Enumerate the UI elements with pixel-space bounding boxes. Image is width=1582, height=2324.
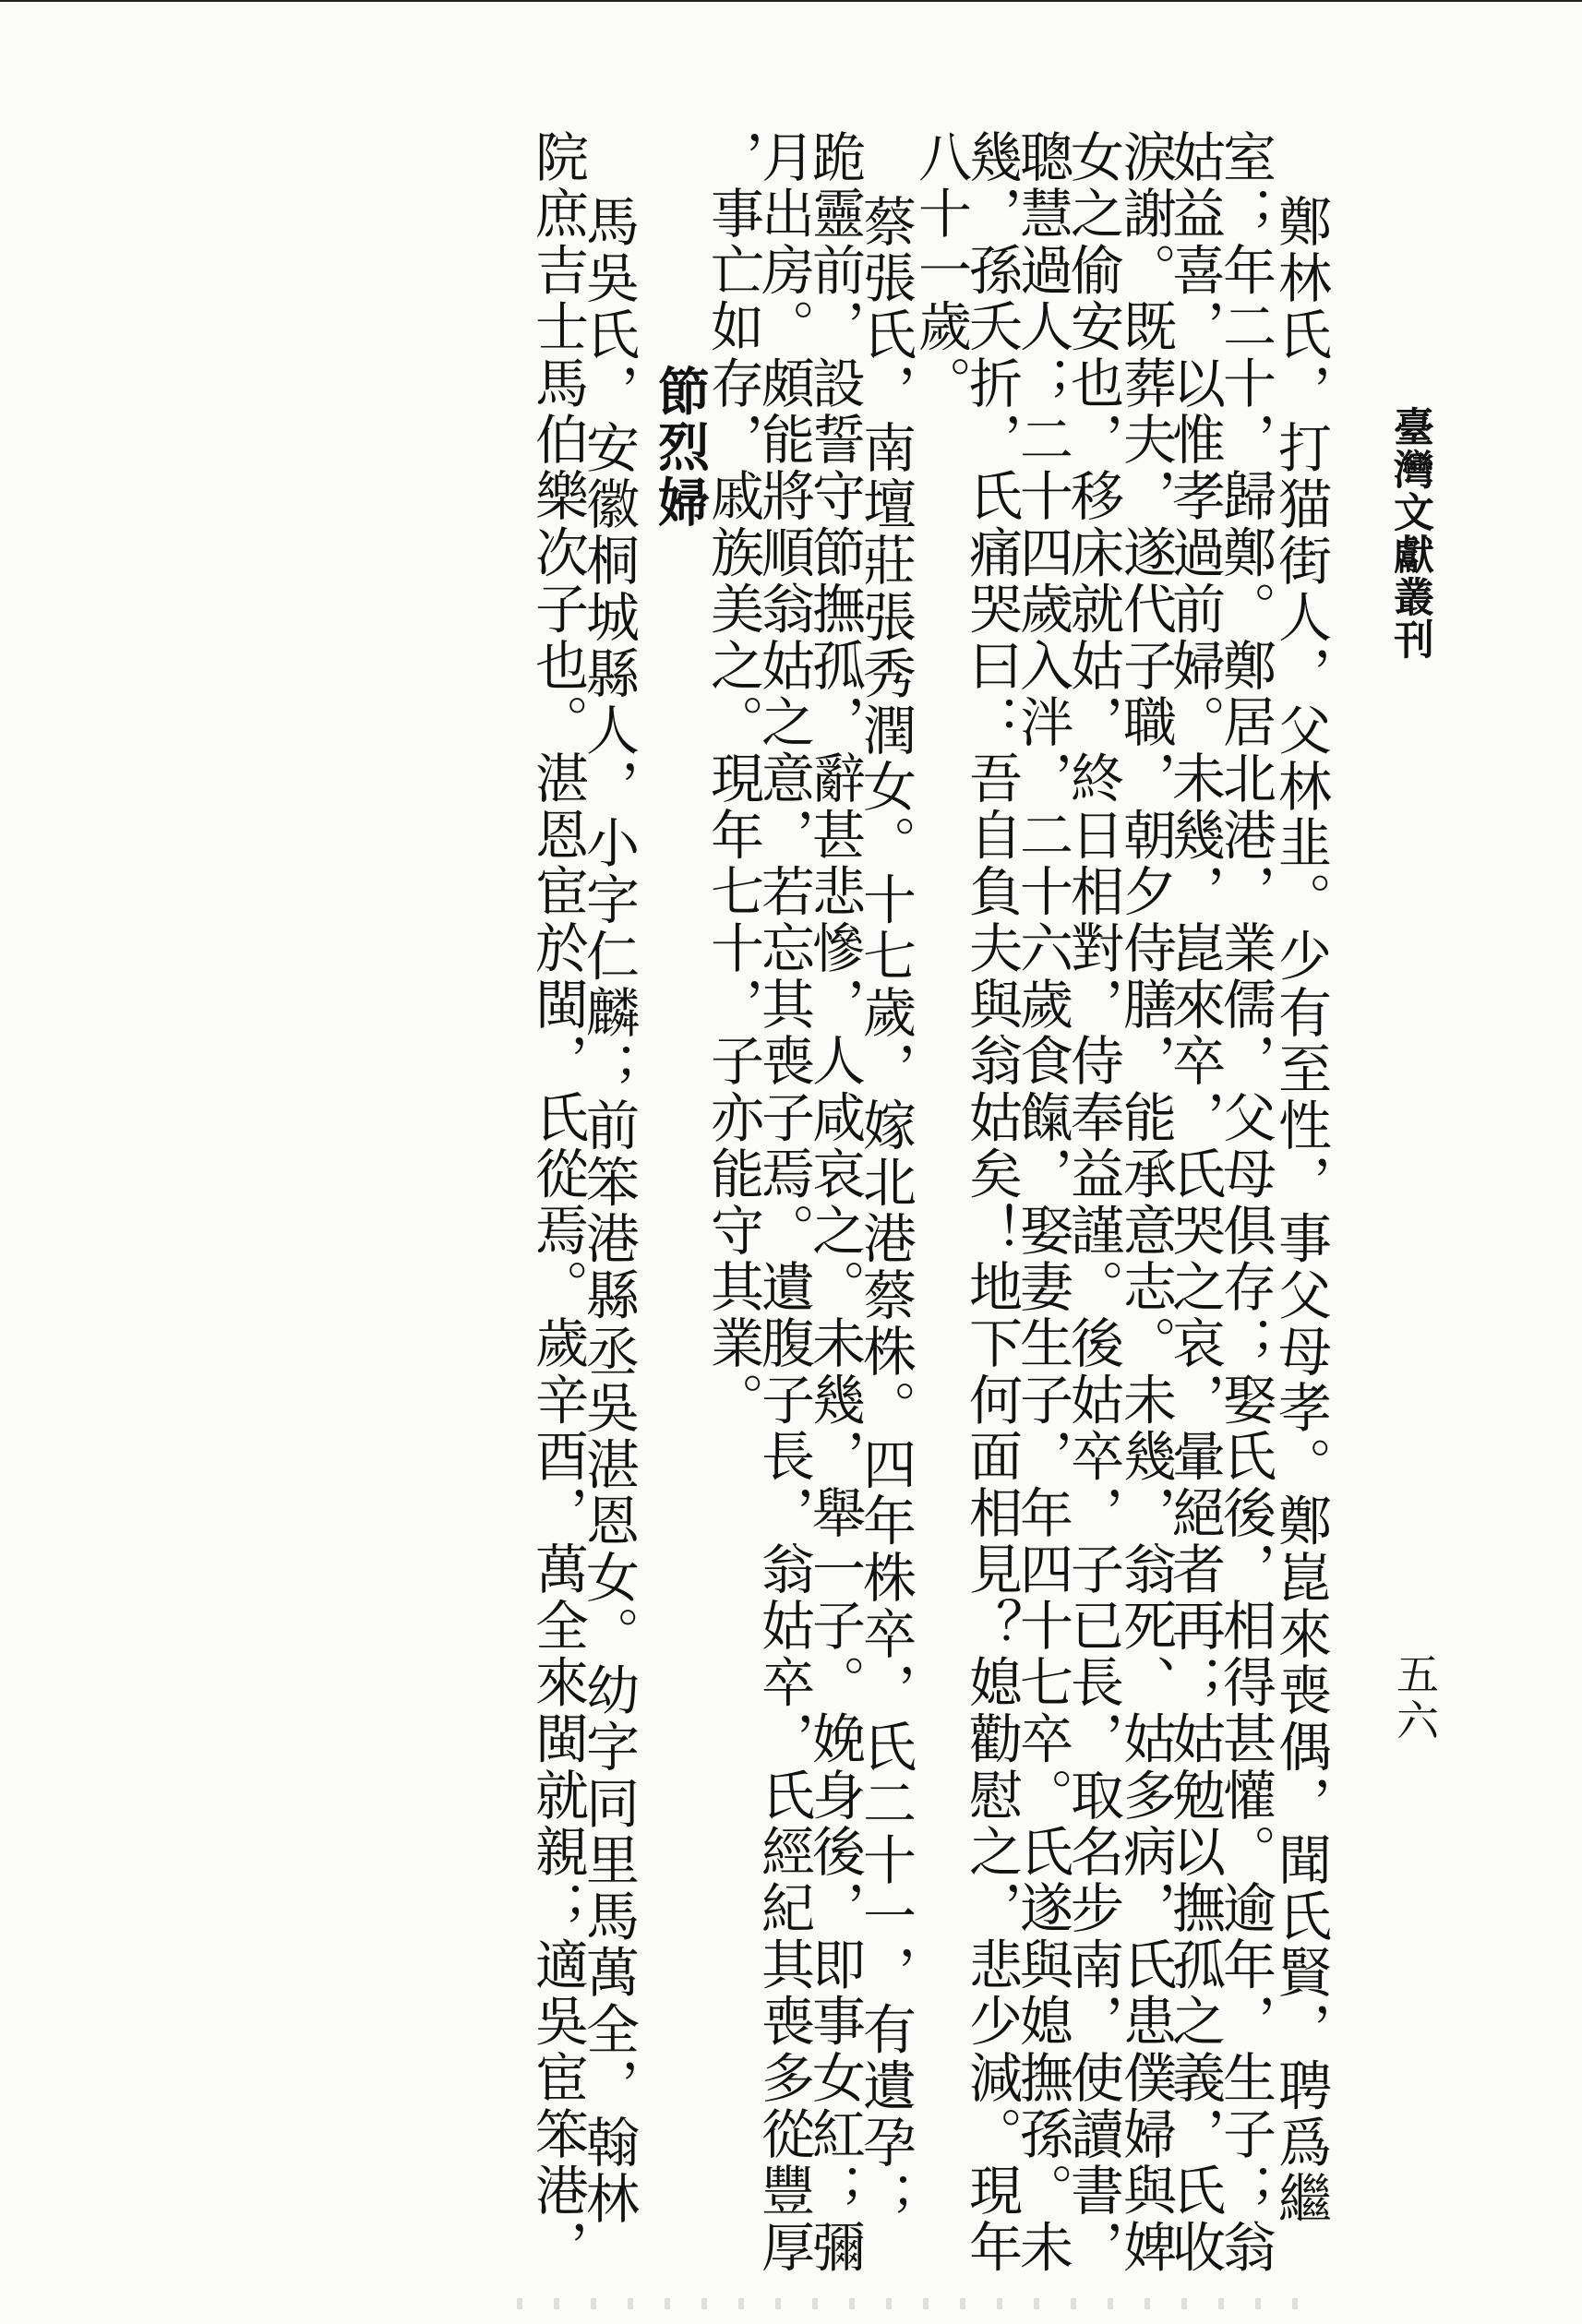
page-top-border [0,0,1582,2]
text-column-3: 姑益喜，以惟孝過前婦。未幾，崑來卒，氏哭之哀，暈絕者再；姑勉以撫孤之義，氏收 [1163,129,1226,2276]
text-column-1: 鄭林氏，打猫街人，父林韭。少有至性，事父母孝。鄭崑來喪偶，聞氏賢，聘爲繼 [1269,194,1332,2228]
text-column-2: 室；年二十，歸鄭。鄭居北港，業儒，父母俱存；娶氏後，相得甚懽。逾年，生子；翁 [1214,129,1276,2276]
text-column-5: 女之偷安也，移床就姑，終日相對，侍奉益謹。後姑卒，子已長，取名步南，使讀書， [1061,129,1124,2276]
text-column-4: 淚謝。既葬夫，遂代子職，朝夕侍膳，能承意志。未幾，翁死、姑多病，氏患僕婦與婢 [1114,129,1177,2276]
running-header-title: 臺灣文獻叢刊 [1386,406,1433,661]
text-column-12: ，事亡如存，戚族美之。現年七十，子亦能守其業。 [701,129,764,1429]
text-column-8: 八十一歲。 [909,129,972,412]
page-number: 五六 [1390,1652,1440,1744]
section-heading-jielie-fu: 節烈婦 [650,365,711,531]
text-column-14: 院庶吉士馬伯樂次子也。湛恩宦於閩，氏從焉。歲辛酉，萬全來閩就親；適吳宦笨港， [526,129,589,2276]
text-column-7: 幾，孫夭折，氏痛哭曰：吾自負夫與翁姑矣！地下何面相見？媳勸慰之，悲少減。現年 [960,129,1023,2276]
text-column-11: 月出房。頗能將順翁姑之意，若忘其喪子焉。遺腹子長，翁姑卒，氏經紀其喪多從豐厚 [752,129,815,2276]
text-column-10: 跪靈前，設誓守節撫孤，辭甚悲慘，人咸哀之。未幾，舉一子。娩身後，即事女紅；彌 [803,129,866,2276]
scan-artifact-bottom [517,2298,1311,2309]
text-column-13: 馬吳氏，安徽桐城縣人，小字仁麟；前笨港縣丞吳湛恩女。幼字同里馬萬全，翰林 [577,194,640,2228]
text-column-9: 蔡張氏，南壇莊張秀潤女。十七歲，嫁北港蔡株。四年株卒，氏二十一，有遺孕； [854,194,917,2228]
text-column-6: 聰慧過人；二十四歲入泮，二十六歲食餼，娶妻生子，年四十七卒。氏遂與媳撫孫。未 [1011,129,1073,2276]
